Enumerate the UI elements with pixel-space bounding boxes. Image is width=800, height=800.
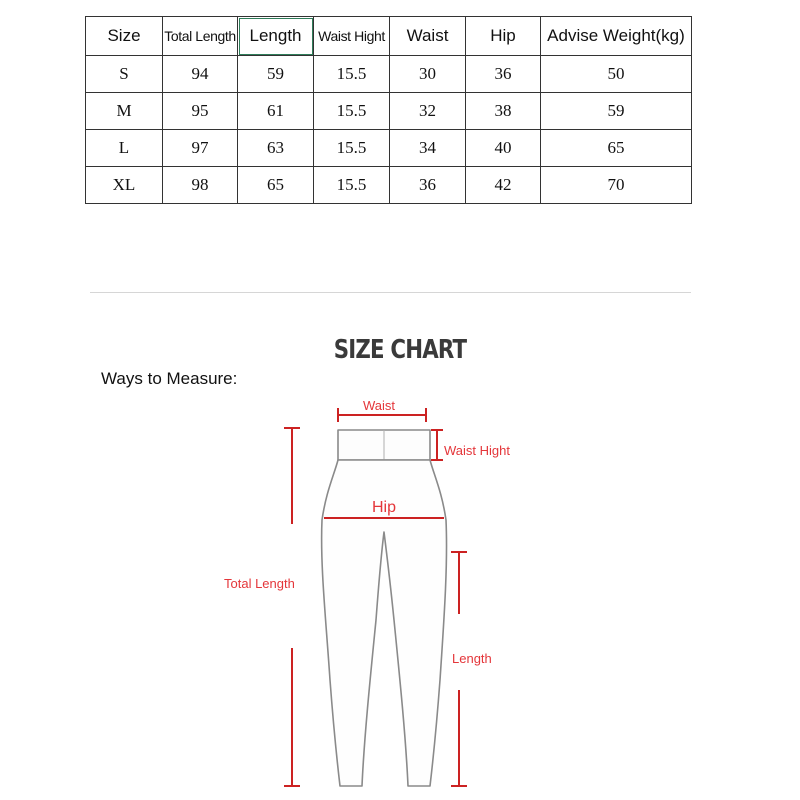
table-cell: 30 bbox=[390, 56, 466, 93]
table-cell: 65 bbox=[541, 130, 692, 167]
table-cell: 40 bbox=[466, 130, 541, 167]
leggings-illustration bbox=[322, 430, 447, 786]
table-cell: 15.5 bbox=[314, 93, 390, 130]
table-cell: 61 bbox=[238, 93, 314, 130]
table-cell: 59 bbox=[541, 93, 692, 130]
header-length: Length bbox=[238, 17, 314, 56]
length-dimension-line bbox=[451, 552, 467, 786]
table-cell: 50 bbox=[541, 56, 692, 93]
length-label: Length bbox=[452, 651, 492, 666]
ways-to-measure-label: Ways to Measure: bbox=[101, 369, 238, 388]
header-size: Size bbox=[86, 17, 163, 56]
table-cell: 65 bbox=[238, 167, 314, 204]
table-cell: 36 bbox=[466, 56, 541, 93]
header-total-length: Total Length bbox=[163, 17, 238, 56]
table-cell: 15.5 bbox=[314, 56, 390, 93]
table-cell: 63 bbox=[238, 130, 314, 167]
table-cell: M bbox=[86, 93, 163, 130]
waist-label: Waist bbox=[363, 398, 396, 413]
table-cell: XL bbox=[86, 167, 163, 204]
table-cell: 98 bbox=[163, 167, 238, 204]
table-cell: 42 bbox=[466, 167, 541, 204]
total-length-label: Total Length bbox=[224, 576, 295, 591]
header-advise-weight: Advise Weight(kg) bbox=[541, 17, 692, 56]
total-length-dimension-line bbox=[284, 428, 300, 786]
header-waist-hight: Waist Hight bbox=[314, 17, 390, 56]
table-cell: 15.5 bbox=[314, 130, 390, 167]
table-cell: 34 bbox=[390, 130, 466, 167]
table-cell: 32 bbox=[390, 93, 466, 130]
table-cell: 38 bbox=[466, 93, 541, 130]
table-cell: 95 bbox=[163, 93, 238, 130]
table-cell: L bbox=[86, 130, 163, 167]
waist-hight-dimension-line bbox=[431, 430, 443, 460]
table-cell: 36 bbox=[390, 167, 466, 204]
header-hip: Hip bbox=[466, 17, 541, 56]
size-chart-title: SIZE CHART bbox=[333, 335, 467, 365]
hip-label: Hip bbox=[372, 499, 397, 516]
table-cell: 15.5 bbox=[314, 167, 390, 204]
table-cell: 70 bbox=[541, 167, 692, 204]
table-cell: 59 bbox=[238, 56, 314, 93]
table-cell: 97 bbox=[163, 130, 238, 167]
table-cell: 94 bbox=[163, 56, 238, 93]
header-waist: Waist bbox=[390, 17, 466, 56]
waist-hight-label: Waist Hight bbox=[444, 443, 510, 458]
table-cell: S bbox=[86, 56, 163, 93]
